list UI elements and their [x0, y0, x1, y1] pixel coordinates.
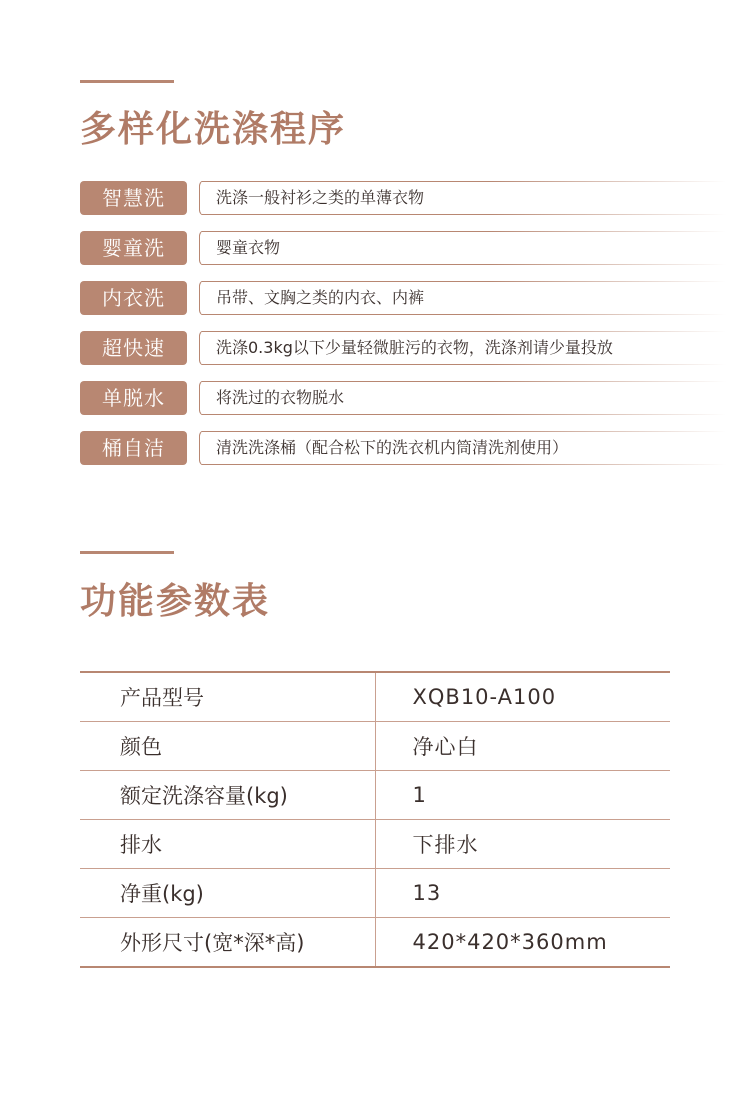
program-description: 洗涤一般衬衫之类的单薄衣物 — [199, 180, 726, 216]
program-description: 清洗洗涤桶（配合松下的洗衣机内筒清洗剂使用） — [199, 430, 726, 466]
program-list — [80, 180, 720, 480]
spec-label: 产品型号 — [80, 672, 375, 722]
program-tag: 婴童洗 — [80, 231, 187, 265]
program-tag: 智慧洗 — [80, 181, 187, 215]
program-tag: 内衣洗 — [80, 281, 187, 315]
section1-accent-line — [80, 80, 174, 83]
program-tag: 桶自洁 — [80, 431, 187, 465]
spec-table — [80, 671, 670, 968]
spec-label: 颜色 — [80, 722, 375, 771]
spec-value: 1 — [375, 771, 670, 820]
spec-value: XQB10-A100 — [375, 672, 670, 722]
spec-label: 额定洗涤容量(kg) — [80, 771, 375, 820]
table-row — [80, 672, 670, 722]
section2-title: 功能参数表 — [80, 581, 271, 622]
program-row — [80, 230, 720, 266]
program-row — [80, 180, 720, 216]
spec-value: 13 — [375, 869, 670, 918]
table-row — [80, 869, 670, 918]
table-row — [80, 820, 670, 869]
section1-title: 多样化洗涤程序 — [80, 109, 347, 150]
program-description: 将洗过的衣物脱水 — [199, 380, 726, 416]
program-row — [80, 430, 720, 466]
spec-value: 420*420*360mm — [412, 930, 608, 954]
table-row — [80, 918, 670, 968]
program-description: 婴童衣物 — [199, 230, 726, 266]
spec-label: 排水 — [80, 820, 375, 869]
program-row — [80, 330, 720, 366]
program-tag: 单脱水 — [80, 381, 187, 415]
program-row — [80, 380, 720, 416]
section2-accent-line — [80, 551, 174, 554]
spec-label: 外形尺寸(宽*深*高) — [80, 918, 375, 968]
program-description: 吊带、文胸之类的内衣、内裤 — [199, 280, 726, 316]
spec-label: 净重(kg) — [80, 869, 375, 918]
spec-value: 净心白 — [375, 722, 670, 771]
program-row — [80, 280, 720, 316]
spec-value: 下排水 — [375, 820, 670, 869]
table-row — [80, 771, 670, 820]
table-row — [80, 722, 670, 771]
program-tag: 超快速 — [80, 331, 187, 365]
program-description: 洗涤0.3kg以下少量轻微脏污的衣物，洗涤剂请少量投放 — [199, 330, 726, 366]
